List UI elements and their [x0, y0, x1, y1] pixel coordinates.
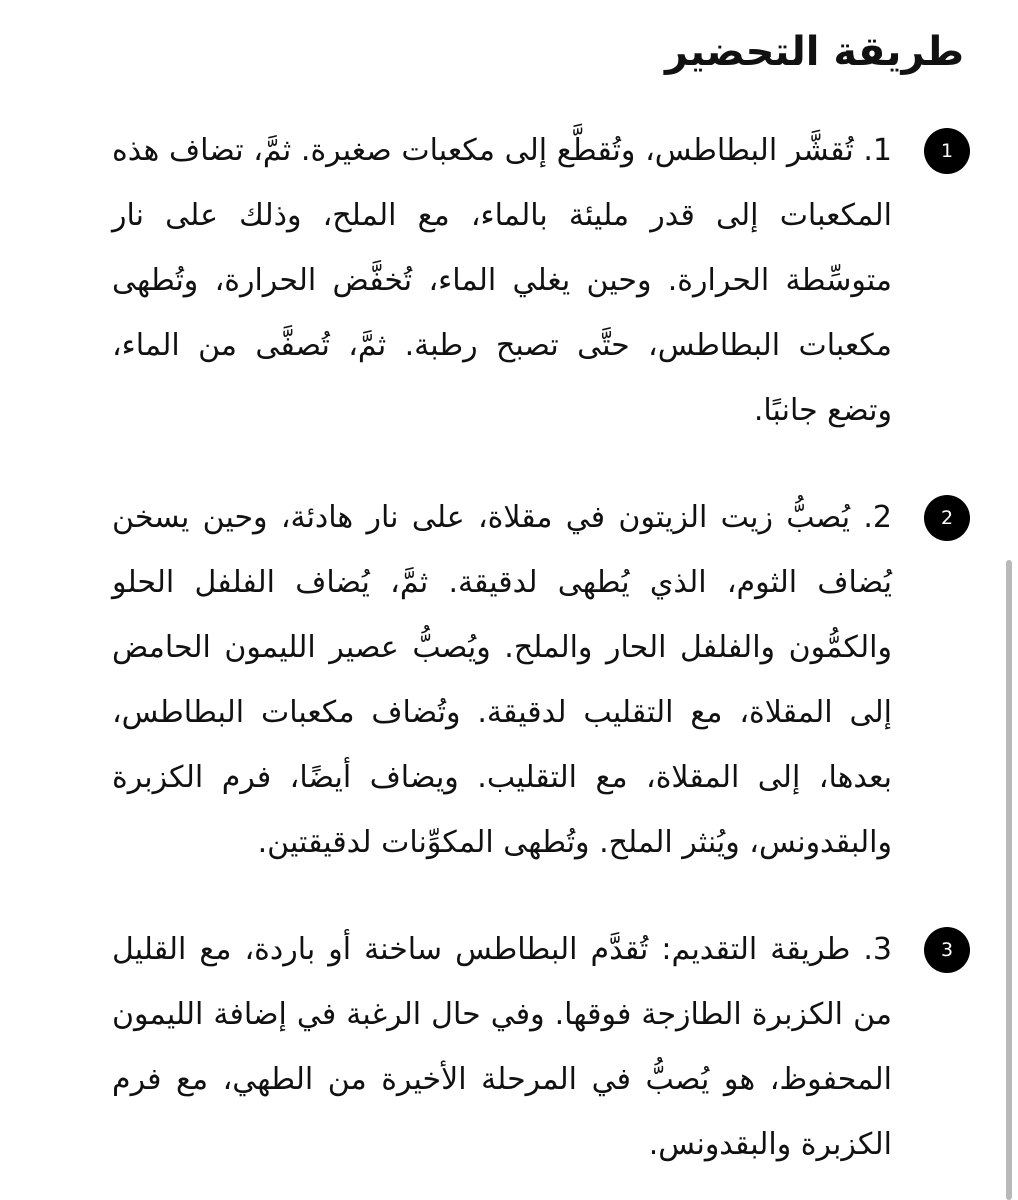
step-text: 3. طريقة التقديم: تُقدَّم البطاطس ساخنة أو باردة، مع القليل من الكزبرة الطازجة فوقها. وفي حال الرغبة في إضافة الليمون المحفوظ، هو يُصبُّ في المرحلة الأخيرة من الطهي، مع فرم الكزبرة والبقدونس. [112, 932, 892, 1162]
step-text: 1. تُقشَّر البطاطس، وتُقطَّع إلى مكعبات صغيرة. ثمَّ، تضاف هذه المكعبات إلى قدر مليئة بالماء، مع الملح، وذلك على نار متوسِّطة الحرارة. وحين يغلي الماء، تُخفَّض الحرارة، وتُطهى مكعبات البطاطس، حتَّى تصبح رطبة. ثمَّ، تُصفَّى من الماء، وتضع جانبًا. [112, 133, 892, 428]
step-item [112, 485, 970, 875]
step-number-badge: 2 [924, 495, 970, 541]
step-number-badge: 1 [924, 128, 970, 174]
step-item [112, 917, 970, 1177]
step-item [112, 118, 970, 443]
section-title: طريقة التحضير [664, 29, 964, 75]
steps-list [112, 118, 970, 1200]
vertical-scrollbar[interactable] [1006, 560, 1012, 1200]
step-number-badge: 3 [924, 927, 970, 973]
step-text: 2. يُصبُّ زيت الزيتون في مقلاة، على نار هادئة، وحين يسخن يُضاف الثوم، الذي يُطهى لدقيقة. ثمَّ، يُضاف الفلفل الحلو والكمُّون والفلفل الحار والملح. ويُصبُّ عصير الليمون الحامض إلى المقلاة، مع التقليب لدقيقة. وتُضاف مكعبات البطاطس، بعدها، إلى المقلاة، مع التقليب. ويضاف أيضًا، فرم الكزبرة والبقدونس، ويُنثر الملح. وتُطهى المكوِّنات لدقيقتين. [112, 500, 892, 860]
